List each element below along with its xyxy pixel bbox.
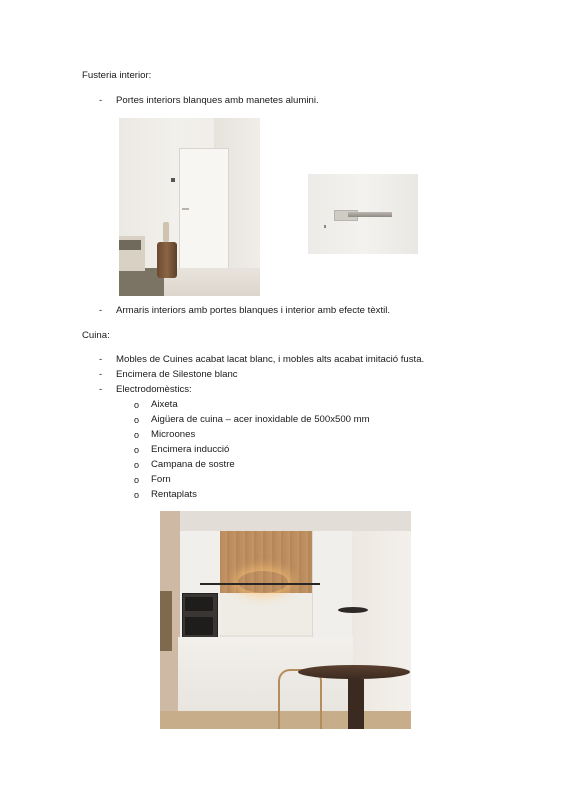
lever-handle-shape bbox=[348, 212, 392, 217]
bullet-circle: o bbox=[134, 400, 140, 410]
door-photo bbox=[119, 118, 260, 296]
bullet-circle: o bbox=[134, 415, 140, 425]
door-handle-photo bbox=[308, 174, 418, 254]
bullet-dash: - bbox=[99, 384, 103, 395]
dining-table bbox=[298, 665, 410, 679]
bullet-circle: o bbox=[134, 490, 140, 500]
appliance-item: Aigüera de cuina – acer inoxidable de 500x500 mm bbox=[151, 414, 370, 425]
bullet-dash: - bbox=[99, 305, 103, 316]
kitchen-photo bbox=[160, 511, 411, 729]
bullet-circle: o bbox=[134, 430, 140, 440]
appliance-item: Campana de sostre bbox=[151, 459, 235, 470]
section-title-cuina: Cuina: bbox=[82, 330, 110, 341]
appliance-item: Rentaplats bbox=[151, 489, 197, 500]
list-item: Mobles de Cuines acabat lacat blanc, i mobles alts acabat imitació fusta. bbox=[116, 354, 425, 365]
appliance-item: Encimera inducció bbox=[151, 444, 230, 455]
appliance-item: Forn bbox=[151, 474, 171, 485]
appliance-item: Microones bbox=[151, 429, 196, 440]
appliance-item: Aixeta bbox=[151, 399, 178, 410]
bullet-dash: - bbox=[99, 95, 103, 106]
bullet-dash: - bbox=[99, 369, 103, 380]
list-item: Armaris interiors amb portes blanques i interior amb efecte tèxtil. bbox=[116, 305, 391, 316]
section-title-fusteria: Fusteria interior: bbox=[82, 70, 152, 81]
bullet-circle: o bbox=[134, 460, 140, 470]
list-item: Electrodomèstics: bbox=[116, 384, 192, 395]
pendant-lamp bbox=[200, 583, 320, 585]
bullet-circle: o bbox=[134, 475, 140, 485]
list-item: Portes interiors blanques amb manetes alumini. bbox=[116, 95, 319, 106]
bullet-circle: o bbox=[134, 445, 140, 455]
list-item: Encimera de Silestone blanc bbox=[116, 369, 238, 380]
bullet-dash: - bbox=[99, 354, 103, 365]
